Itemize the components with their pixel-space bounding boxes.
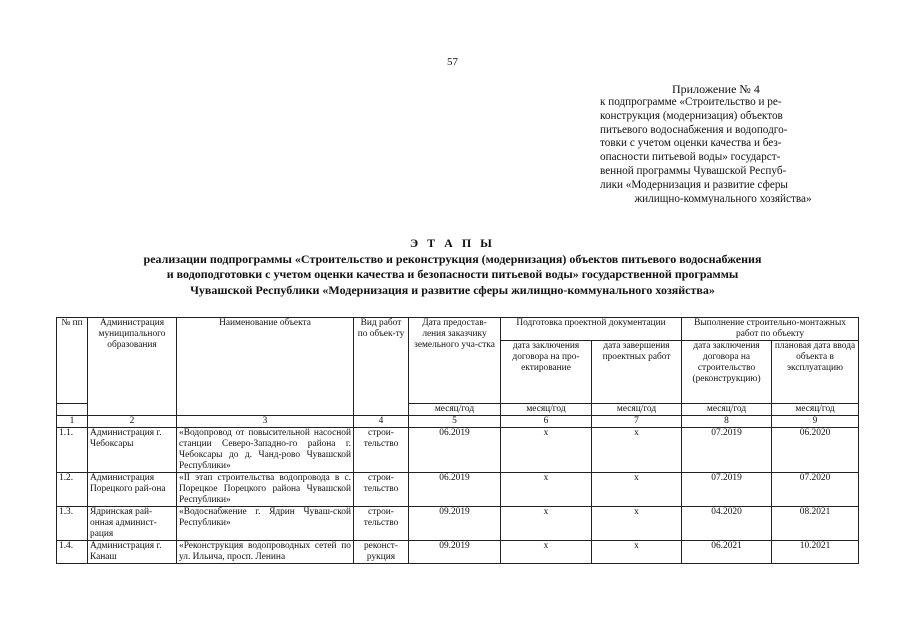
row-design-end: х — [592, 473, 682, 507]
row-admin: Администрация г. Канаш — [88, 541, 177, 564]
row-build-contract: 04.2020 — [682, 507, 772, 541]
page-number: 57 — [447, 56, 458, 68]
row-design-contract: х — [501, 473, 592, 507]
appendix-line: конструкция (модернизация) объектов — [600, 109, 783, 122]
row-object: «Реконструкция водопроводных сетей по ул. Ильича, просп. Ленина — [177, 541, 354, 564]
row-build-commission: 08.2021 — [772, 507, 859, 541]
document-heading — [0, 236, 905, 298]
row-land-date: 06.2019 — [409, 473, 501, 507]
row-build-commission: 06.2020 — [772, 428, 859, 473]
row-work-type: строи-тельство — [354, 428, 409, 473]
row-object: «Водопровод от повысительной насосной станции Северо-Западно-го района г. Чебоксары до д. Чанд-рово Чувашской Республики» — [177, 428, 354, 473]
appendix-line: лики «Модернизация и развитие сферы — [600, 178, 788, 191]
header-design-group: Подготовка проектной документации — [501, 318, 682, 341]
unit-label: месяц/год — [772, 404, 859, 416]
column-number: 9 — [772, 416, 859, 428]
column-number: 8 — [682, 416, 772, 428]
column-number: 1 — [57, 416, 88, 428]
heading-line: реализации подпрограммы «Строительство и реконструкция (модернизация) объектов питьевого водоснабжения — [143, 251, 762, 266]
unit-label: месяц/год — [501, 404, 592, 416]
appendix-line: товки с учетом оценки качества и без- — [600, 137, 782, 150]
appendix-line: питьевого водоснабжения и водоподго- — [600, 123, 788, 136]
row-build-commission: 07.2020 — [772, 473, 859, 507]
header-num-blank — [57, 404, 88, 416]
stages-table — [56, 317, 859, 564]
row-admin: Администрация Порецкого рай-она — [88, 473, 177, 507]
table-row — [57, 473, 859, 507]
table-row — [57, 541, 859, 564]
heading-line: и водоподготовки с учетом оценки качества и безопасности питьевой воды» государственной программы — [166, 267, 739, 281]
unit-label: месяц/год — [592, 404, 682, 416]
appendix-line: венной программы Чувашской Респуб- — [600, 164, 787, 177]
row-land-date: 09.2019 — [409, 507, 501, 541]
header-build-contract: дата заключения договора на строительство (реконструкцию) — [682, 341, 772, 404]
row-build-commission: 10.2021 — [772, 541, 859, 564]
table-row — [57, 428, 859, 473]
row-build-contract: 06.2021 — [682, 541, 772, 564]
header-object: Наименование объекта — [177, 318, 354, 416]
row-design-contract: х — [501, 507, 592, 541]
row-build-contract: 07.2019 — [682, 428, 772, 473]
header-work-type: Вид работ по объек-ту — [354, 318, 409, 416]
row-design-end: х — [592, 428, 682, 473]
row-land-date: 09.2019 — [409, 541, 501, 564]
appendix-line: жилищно-коммунального хозяйства» — [634, 192, 812, 205]
appendix-reference — [600, 96, 846, 206]
row-num: 1.3. — [57, 507, 88, 541]
row-work-type: реконст-рукция — [354, 541, 409, 564]
table-row — [57, 507, 859, 541]
row-object: «Водоснабжение г. Ядрин Чуваш-ской Республики» — [177, 507, 354, 541]
row-land-date: 06.2019 — [409, 428, 501, 473]
row-admin: Ядринская рай-онная админист-рация — [88, 507, 177, 541]
row-design-contract: х — [501, 541, 592, 564]
column-number: 3 — [177, 416, 354, 428]
header-land-date: Дата предостав-ления заказчику земельного уча-стка — [409, 318, 501, 404]
heading-line: Чувашской Республики «Модернизация и развитие сферы жилищно-коммунального хозяйства» — [190, 282, 715, 297]
heading-title: Э Т А П Ы — [410, 236, 495, 250]
header-admin: Администрация муниципального образования — [88, 318, 177, 416]
appendix-title: Приложение № 4 — [672, 82, 760, 96]
column-number: 7 — [592, 416, 682, 428]
row-build-contract: 07.2019 — [682, 473, 772, 507]
header-build-group: Выполнение строительно-монтажных работ по объекту — [682, 318, 859, 341]
row-object: «II этап строительства водопровода в с. Порецкое Порецкого района Чувашской Республики» — [177, 473, 354, 507]
row-design-end: х — [592, 507, 682, 541]
row-num: 1.2. — [57, 473, 88, 507]
unit-label: месяц/год — [682, 404, 772, 416]
header-num: № пп — [57, 318, 88, 404]
column-number: 4 — [354, 416, 409, 428]
column-number: 5 — [409, 416, 501, 428]
column-number: 6 — [501, 416, 592, 428]
column-number: 2 — [88, 416, 177, 428]
appendix-line: к подпрограмме «Строительство и ре- — [600, 96, 782, 108]
unit-label: месяц/год — [409, 404, 501, 416]
row-design-end: х — [592, 541, 682, 564]
appendix-line: опасности питьевой воды» государст- — [600, 151, 781, 164]
header-design-end: дата завершения проектных работ — [592, 341, 682, 404]
row-work-type: строи-тельство — [354, 507, 409, 541]
row-work-type: строи-тельство — [354, 473, 409, 507]
row-num: 1.1. — [57, 428, 88, 473]
row-num: 1.4. — [57, 541, 88, 564]
header-build-commission: плановая дата ввода объекта в эксплуатацию — [772, 341, 859, 404]
row-design-contract: х — [501, 428, 592, 473]
header-design-contract: дата заключения договора на про-ектирование — [501, 341, 592, 404]
column-numbers-row — [57, 416, 859, 428]
row-admin: Администрация г. Чебоксары — [88, 428, 177, 473]
